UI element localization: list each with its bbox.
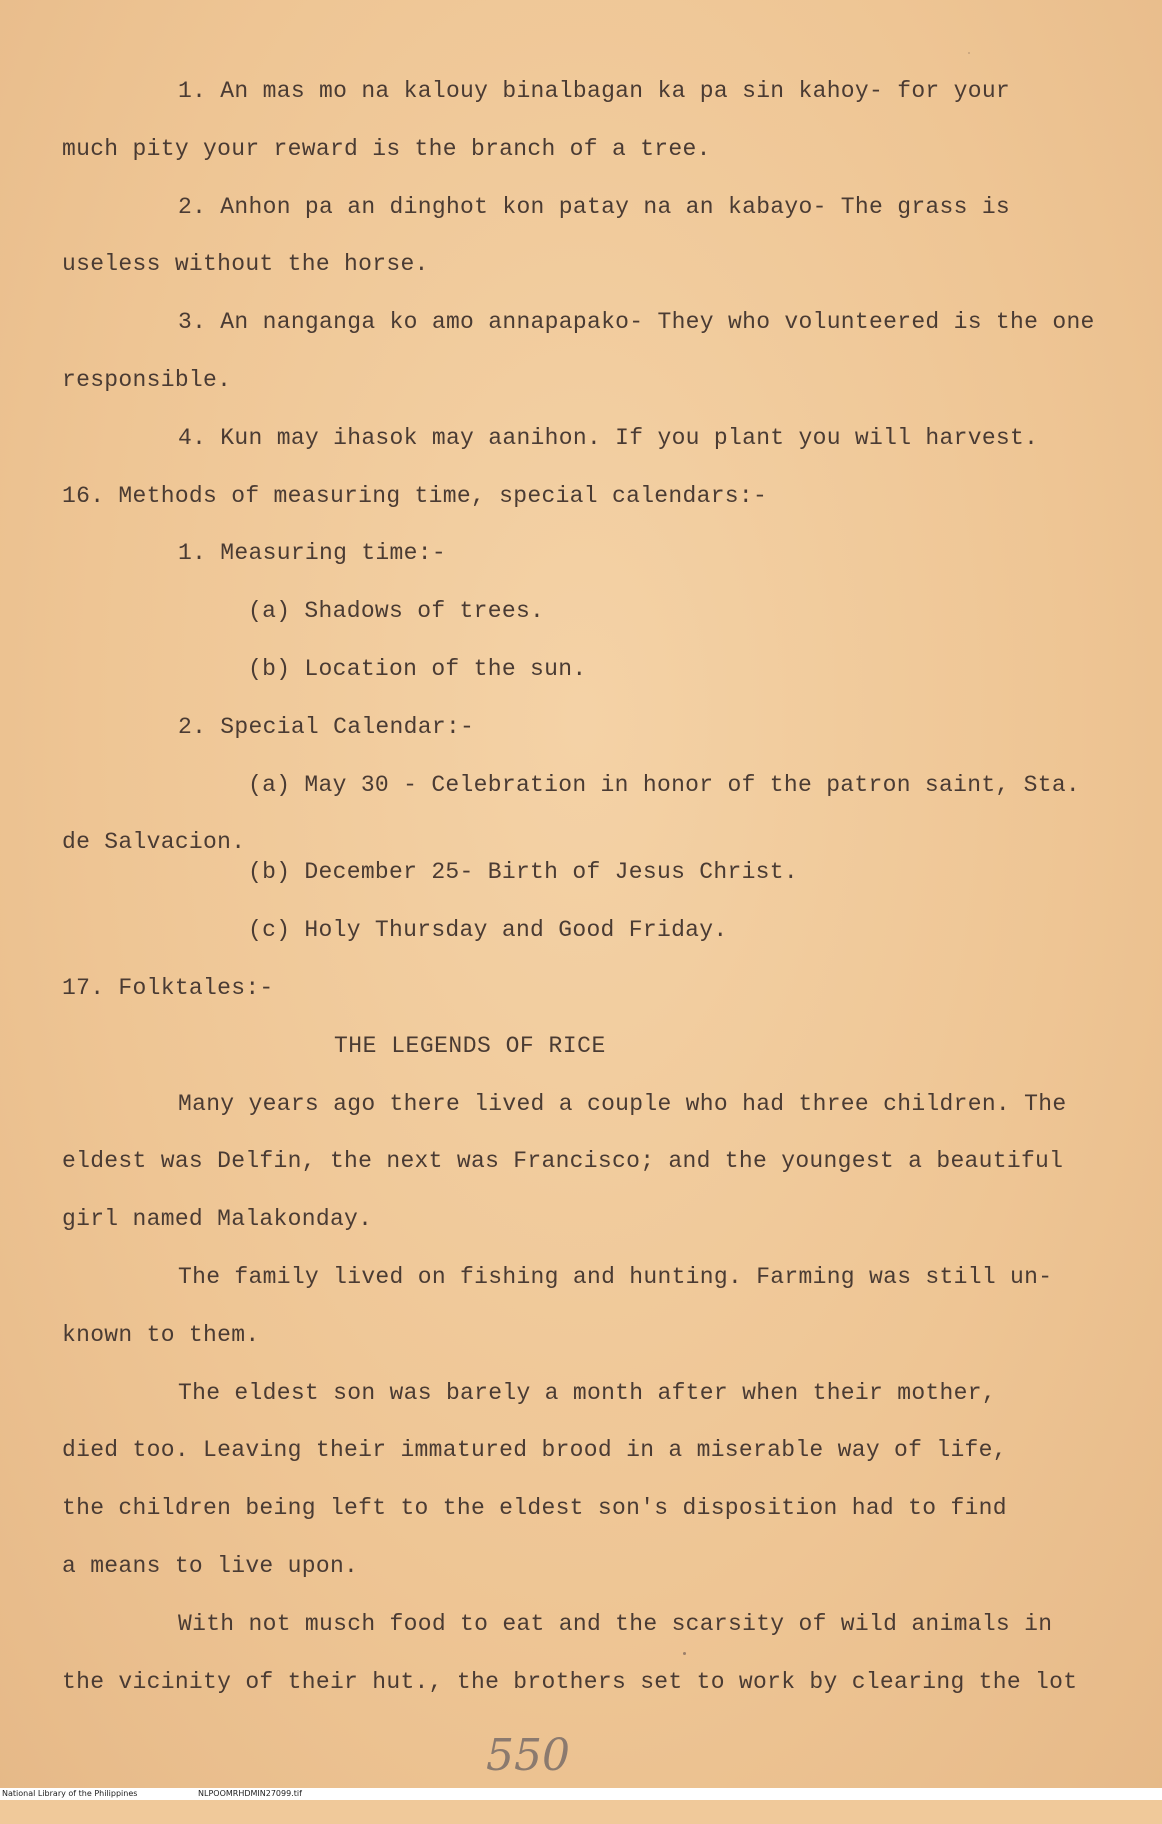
ink-speck (968, 52, 970, 54)
calendar-item-a-line-1: (a) May 30 - Celebration in honor of the patron saint, Sta. (248, 772, 1081, 798)
story-line-8: the children being left to the eldest son's disposition had to find (62, 1495, 1007, 1521)
calendar-item-a-line-2: de Salvacion. (62, 829, 246, 855)
story-line-11: the vicinity of their hut., the brothers set to work by clearing the lot (62, 1669, 1078, 1695)
section-17-heading: 17. Folktales:- (62, 975, 274, 1001)
story-line-1: Many years ago there lived a couple who had three children. The (178, 1091, 1067, 1117)
calendar-item-b: (b) December 25- Birth of Jesus Christ. (248, 859, 798, 885)
calendar-item-c: (c) Holy Thursday and Good Friday. (248, 917, 728, 943)
measuring-item-a: (a) Shadows of trees. (248, 598, 545, 624)
measuring-time-heading: 1. Measuring time:- (178, 540, 446, 566)
proverb-1-line-2: much pity your reward is the branch of a tree. (62, 136, 711, 162)
story-line-3: girl named Malakonday. (62, 1206, 373, 1232)
footer-library: National Library of the Philippines (2, 1789, 138, 1798)
story-line-10: With not musch food to eat and the scarsity of wild animals in (178, 1611, 1053, 1637)
footer-file: NLPOOMRHDMIN27099.tif (198, 1789, 302, 1798)
folktale-title: THE LEGENDS OF RICE (334, 1033, 606, 1059)
proverb-4-line: 4. Kun may ihasok may aanihon. If you plant you will harvest. (178, 425, 1039, 451)
ink-speck (683, 1652, 686, 1655)
proverb-2-line-1: 2. Anhon pa an dinghot kon patay na an kabayo- The grass is (178, 194, 1011, 220)
page-number: 550 (486, 1730, 570, 1781)
proverb-2-line-2: useless without the horse. (62, 251, 429, 277)
proverb-3-line-1: 3. An nanganga ko amo annapapako- They who volunteered is the one (178, 309, 1095, 335)
story-line-6: The eldest son was barely a month after when their mother, (178, 1380, 996, 1406)
scan-footer (0, 1788, 1162, 1800)
story-line-4: The family lived on fishing and hunting. Farming was still un- (178, 1264, 1053, 1290)
story-line-9: a means to live upon. (62, 1553, 359, 1579)
section-16-heading: 16. Methods of measuring time, special calendars:- (62, 483, 768, 509)
proverb-3-line-2: responsible. (62, 367, 232, 393)
story-line-2: eldest was Delfin, the next was Francisco; and the youngest a beautiful (62, 1148, 1064, 1174)
measuring-item-b: (b) Location of the sun. (248, 656, 587, 682)
story-line-7: died too. Leaving their immatured brood in a miserable way of life, (62, 1437, 1007, 1463)
special-calendar-heading: 2. Special Calendar:- (178, 714, 475, 740)
proverb-1-line-1: 1. An mas mo na kalouy binalbagan ka pa sin kahoy- for your (178, 78, 1011, 104)
story-line-5: known to them. (62, 1322, 260, 1348)
